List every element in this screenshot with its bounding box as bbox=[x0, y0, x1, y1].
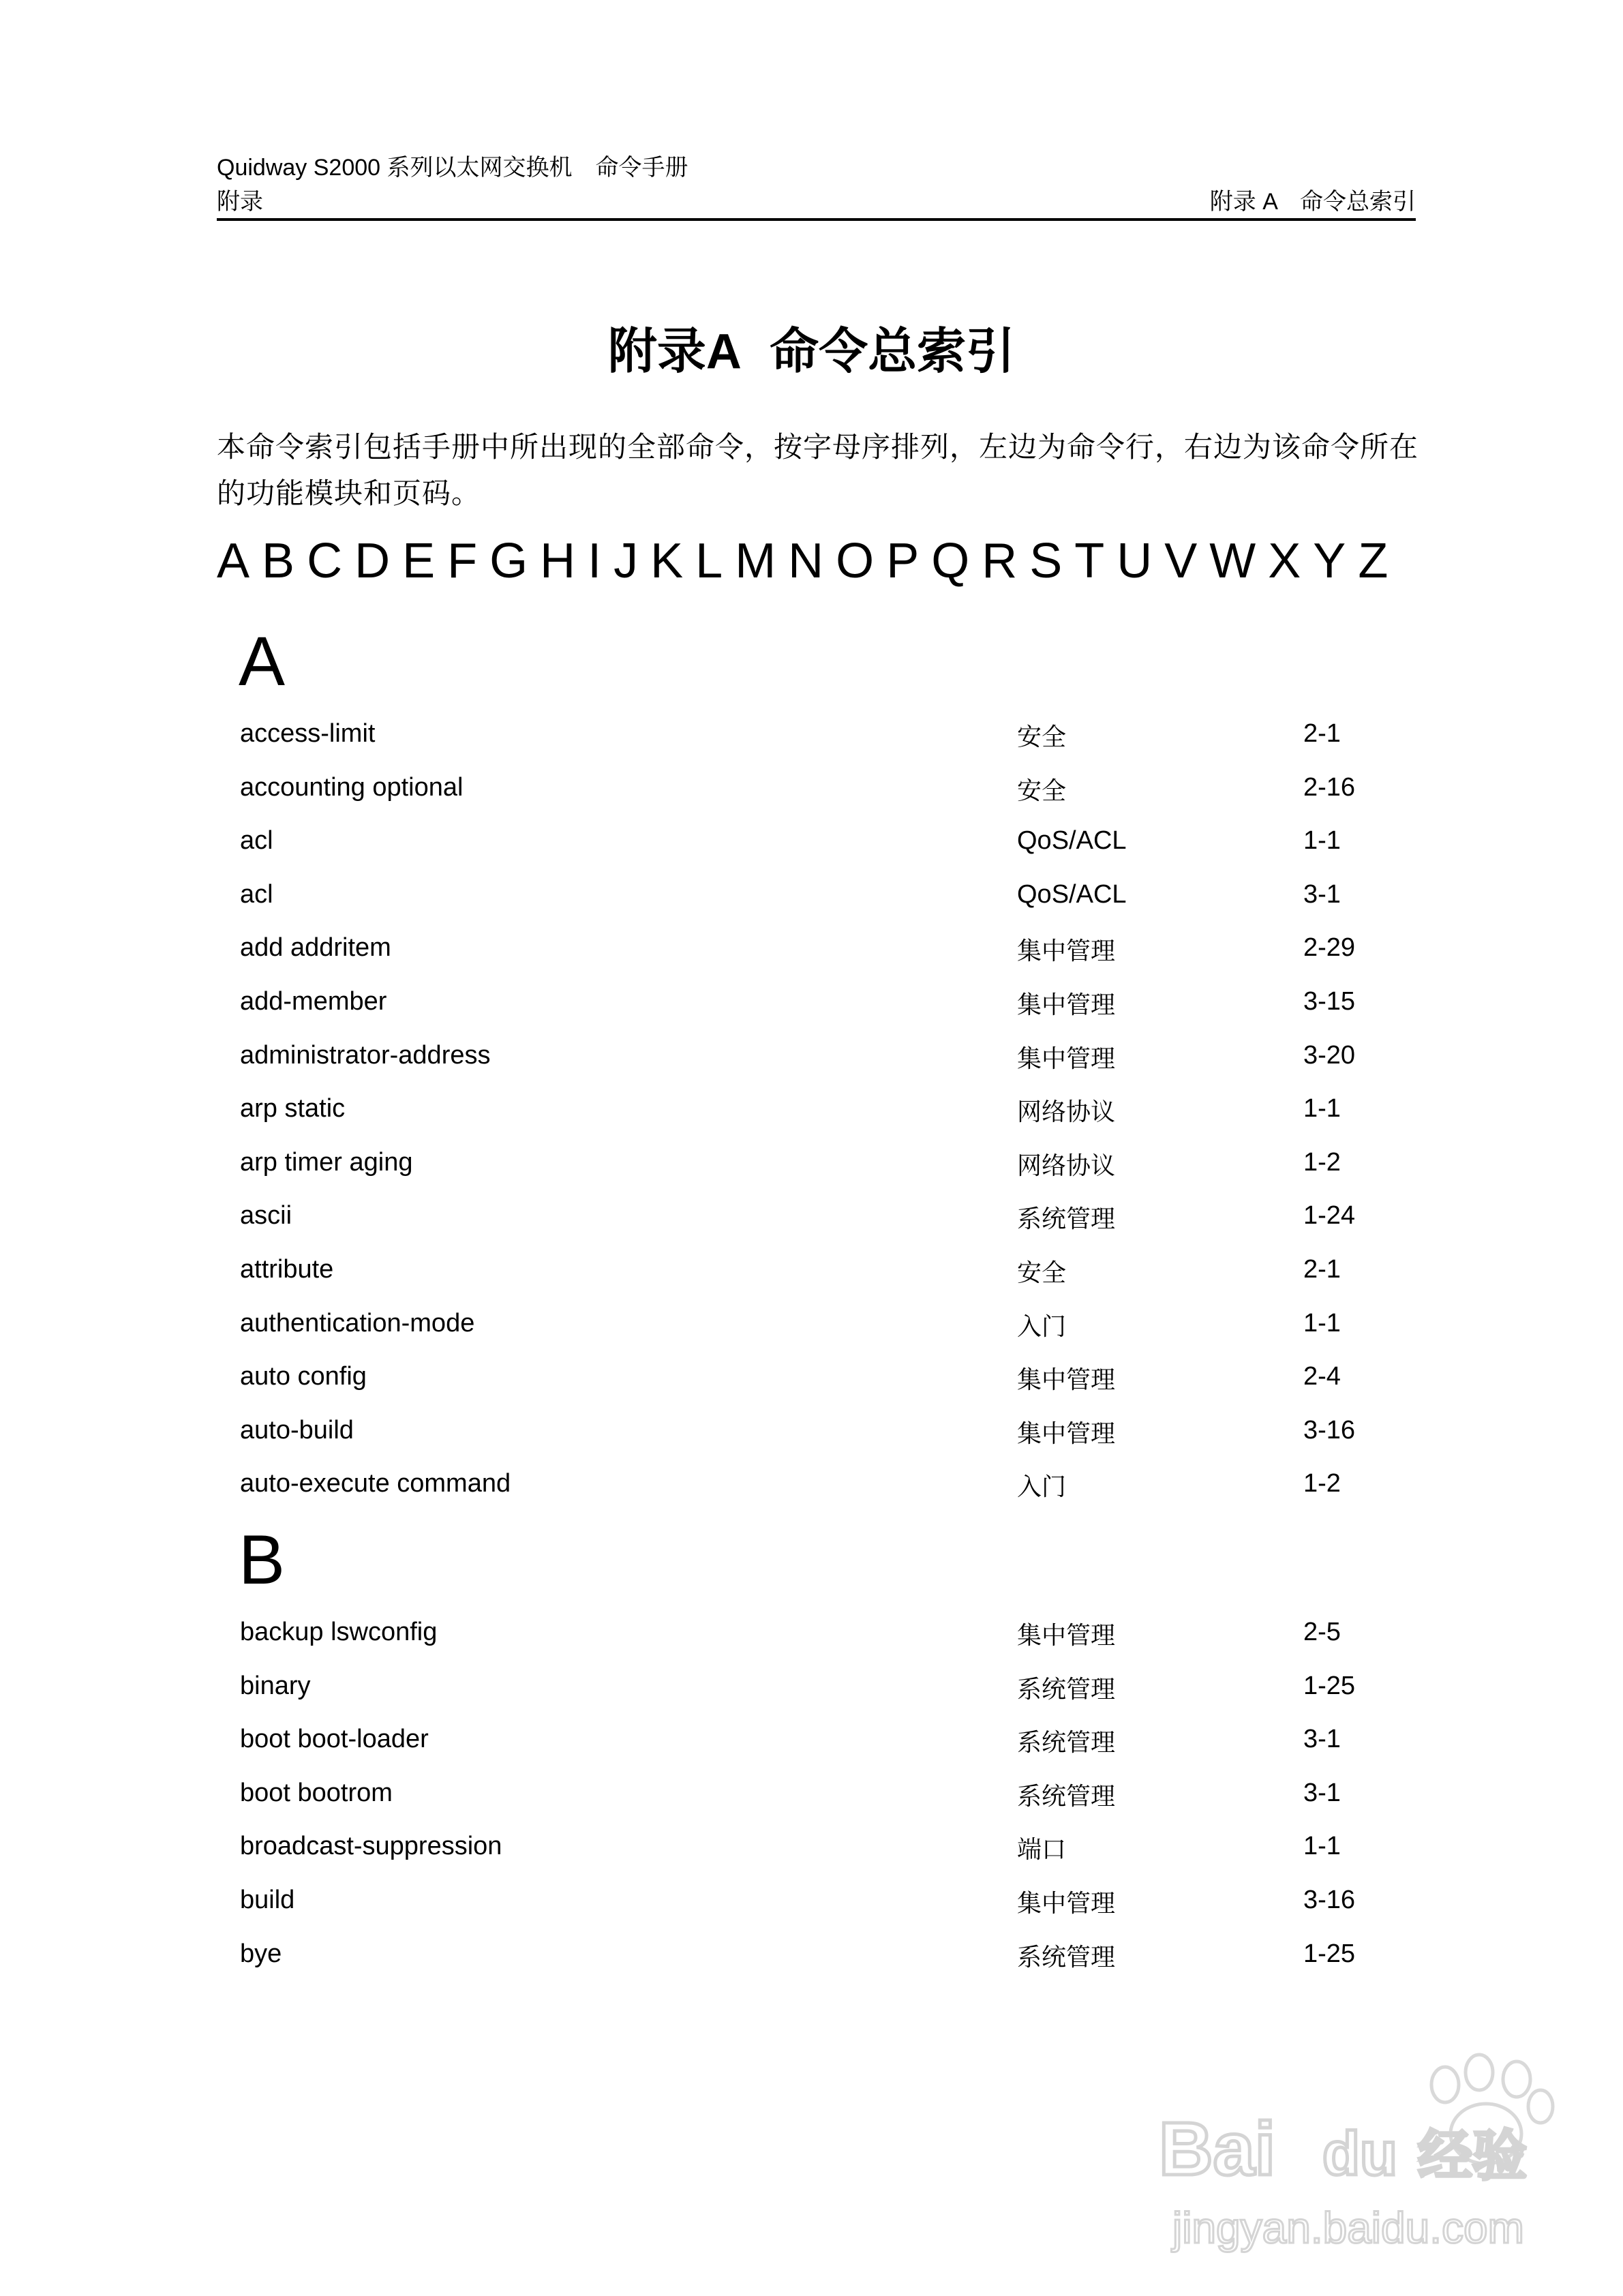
module-name: 集中管理 bbox=[1017, 1420, 1116, 1448]
command-name: auto config bbox=[240, 1362, 367, 1391]
alphabet-index bbox=[217, 530, 1444, 592]
index-row bbox=[0, 1879, 1623, 1920]
header-rule bbox=[217, 218, 1416, 221]
command-name: boot boot-loader bbox=[240, 1725, 429, 1753]
index-row bbox=[0, 874, 1623, 915]
page-number: 2-5 bbox=[1303, 1618, 1341, 1646]
command-name: boot bootrom bbox=[240, 1779, 393, 1807]
command-name: access-limit bbox=[240, 719, 376, 748]
header-manual-title: 系列以太网交换机 命令手册 bbox=[386, 154, 688, 181]
command-name: accounting optional bbox=[240, 773, 464, 802]
watermark-brand: Bai bbox=[1159, 2107, 1276, 2191]
command-name: arp timer aging bbox=[240, 1148, 413, 1177]
alphabet-letter: S bbox=[1029, 534, 1063, 588]
paw-toe-icon bbox=[1503, 2061, 1530, 2097]
page-number: 1-1 bbox=[1303, 1094, 1341, 1123]
index-row bbox=[0, 1665, 1623, 1706]
module-name: 集中管理 bbox=[1017, 1622, 1116, 1650]
module-name: 集中管理 bbox=[1017, 1045, 1116, 1073]
alphabet-letter: I bbox=[588, 534, 602, 588]
index-row bbox=[0, 767, 1623, 808]
command-name: auto-execute command bbox=[240, 1469, 511, 1498]
command-name: build bbox=[240, 1886, 295, 1914]
command-name: binary bbox=[240, 1672, 311, 1700]
module-name: 网络协议 bbox=[1017, 1152, 1116, 1180]
page-title-rest: 命令总索引 bbox=[770, 322, 1016, 380]
alphabet-letter: W bbox=[1209, 534, 1256, 588]
module-name: QoS/ACL bbox=[1017, 826, 1127, 855]
module-name: 系统管理 bbox=[1017, 1205, 1116, 1233]
page-number: 1-2 bbox=[1303, 1148, 1341, 1177]
header-left-sub: 附录 bbox=[217, 189, 263, 215]
page-number: 3-16 bbox=[1303, 1416, 1356, 1445]
module-name: 集中管理 bbox=[1017, 1366, 1116, 1394]
alphabet-letter: Y bbox=[1313, 534, 1346, 588]
command-name: attribute bbox=[240, 1255, 334, 1284]
module-name: QoS/ACL bbox=[1017, 880, 1127, 909]
command-name: bye bbox=[240, 1939, 282, 1968]
command-name: authentication-mode bbox=[240, 1309, 475, 1338]
command-name: add-member bbox=[240, 987, 387, 1016]
alphabet-letter: G bbox=[489, 534, 528, 588]
alphabet-letter: F bbox=[447, 534, 478, 588]
index-row bbox=[0, 1249, 1623, 1290]
index-row bbox=[0, 820, 1623, 861]
page-number: 2-1 bbox=[1303, 719, 1341, 748]
index-row bbox=[0, 713, 1623, 754]
alphabet-letter: A bbox=[217, 534, 250, 588]
module-name: 系统管理 bbox=[1017, 1729, 1116, 1757]
module-name: 网络协议 bbox=[1017, 1098, 1116, 1126]
page-number: 2-29 bbox=[1303, 933, 1356, 962]
page-number: 3-1 bbox=[1303, 880, 1341, 909]
watermark-url: jingyan.baidu.com bbox=[1172, 2203, 1524, 2252]
page-number: 1-1 bbox=[1303, 1832, 1341, 1860]
alphabet-letter: M bbox=[735, 534, 776, 588]
intro-paragraph: 本命令索引包括手册中所出现的全部命令，按字母序排列，左边为命令行，右边为该命令所在的功能模块和页码。 bbox=[217, 430, 1419, 510]
index-row bbox=[0, 1772, 1623, 1813]
page-title bbox=[0, 320, 1623, 382]
module-name: 集中管理 bbox=[1017, 937, 1116, 965]
index-row bbox=[0, 1356, 1623, 1397]
index-row bbox=[0, 1035, 1623, 1076]
alphabet-letter: U bbox=[1117, 534, 1153, 588]
module-name: 安全 bbox=[1017, 723, 1067, 751]
command-name: acl bbox=[240, 826, 273, 855]
page-number: 2-16 bbox=[1303, 773, 1356, 802]
index-row bbox=[0, 1719, 1623, 1759]
index-row bbox=[0, 1933, 1623, 1974]
alphabet-letter: T bbox=[1074, 534, 1105, 588]
index-row bbox=[0, 1303, 1623, 1344]
command-name: broadcast-suppression bbox=[240, 1832, 502, 1860]
index-row bbox=[0, 1142, 1623, 1183]
module-name: 集中管理 bbox=[1017, 1890, 1116, 1918]
alphabet-letter: P bbox=[886, 534, 920, 588]
module-name: 端口 bbox=[1017, 1836, 1067, 1864]
command-name: arp static bbox=[240, 1094, 346, 1123]
section-letter-a: A bbox=[239, 622, 286, 700]
index-row bbox=[0, 1463, 1623, 1504]
alphabet-letter: H bbox=[540, 534, 576, 588]
page-number: 1-25 bbox=[1303, 1939, 1356, 1968]
page-number: 3-1 bbox=[1303, 1725, 1341, 1753]
module-name: 入门 bbox=[1017, 1313, 1067, 1341]
alphabet-letter: K bbox=[650, 534, 684, 588]
alphabet-letter: C bbox=[307, 534, 343, 588]
command-name: add addritem bbox=[240, 933, 391, 962]
alphabet-letter: Q bbox=[931, 534, 970, 588]
alphabet-letter: O bbox=[836, 534, 875, 588]
page-number: 2-4 bbox=[1303, 1362, 1341, 1391]
page-title-letter: A bbox=[706, 324, 740, 379]
command-name: administrator-address bbox=[240, 1041, 491, 1070]
page-title-prefix: 附录 bbox=[607, 322, 706, 380]
module-name: 系统管理 bbox=[1017, 1676, 1116, 1704]
index-row bbox=[0, 1826, 1623, 1867]
command-name: acl bbox=[240, 880, 273, 909]
module-name: 系统管理 bbox=[1017, 1783, 1116, 1811]
alphabet-letter: V bbox=[1164, 534, 1198, 588]
module-name: 入门 bbox=[1017, 1473, 1067, 1501]
index-row bbox=[0, 1088, 1623, 1129]
page-number: 1-1 bbox=[1303, 826, 1341, 855]
index-row bbox=[0, 927, 1623, 968]
header-product-title bbox=[217, 154, 688, 181]
watermark-jingyan: 经验 bbox=[1418, 2124, 1527, 2188]
alphabet-letter: E bbox=[402, 534, 436, 588]
page-number: 3-20 bbox=[1303, 1041, 1356, 1070]
alphabet-letter: N bbox=[788, 534, 824, 588]
page-number: 1-25 bbox=[1303, 1672, 1356, 1700]
paw-toe-icon bbox=[1528, 2090, 1553, 2123]
command-name: ascii bbox=[240, 1201, 292, 1230]
alphabet-letter: Z bbox=[1358, 534, 1389, 588]
command-name: auto-build bbox=[240, 1416, 354, 1445]
alphabet-letter: X bbox=[1268, 534, 1301, 588]
baidu-jingyan-watermark bbox=[1145, 2052, 1568, 2270]
alphabet-letter: L bbox=[695, 534, 723, 588]
module-name: 集中管理 bbox=[1017, 991, 1116, 1019]
page-number: 3-16 bbox=[1303, 1886, 1356, 1914]
page-number: 1-24 bbox=[1303, 1201, 1356, 1230]
module-name: 安全 bbox=[1017, 1259, 1067, 1287]
module-name: 系统管理 bbox=[1017, 1944, 1116, 1972]
alphabet-letter: J bbox=[613, 534, 639, 588]
header-product: Quidway S2000 bbox=[217, 155, 381, 181]
paw-toe-icon bbox=[1431, 2067, 1459, 2102]
index-row bbox=[0, 1612, 1623, 1652]
watermark-brand-du: du bbox=[1322, 2120, 1397, 2188]
page-number: 1-1 bbox=[1303, 1309, 1341, 1338]
module-name: 安全 bbox=[1017, 777, 1067, 805]
page-number: 3-15 bbox=[1303, 987, 1356, 1016]
alphabet-letter: D bbox=[354, 534, 391, 588]
page-number: 1-2 bbox=[1303, 1469, 1341, 1498]
alphabet-letter: B bbox=[262, 534, 295, 588]
index-row bbox=[0, 1410, 1623, 1451]
alphabet-letter: R bbox=[982, 534, 1018, 588]
page-number: 3-1 bbox=[1303, 1779, 1341, 1807]
command-name: backup lswconfig bbox=[240, 1618, 438, 1646]
index-row bbox=[0, 981, 1623, 1022]
header-right-section: 附录 A 命令总索引 bbox=[1209, 189, 1416, 215]
index-row bbox=[0, 1195, 1623, 1236]
section-letter-b: B bbox=[239, 1521, 286, 1599]
page-number: 2-1 bbox=[1303, 1255, 1341, 1284]
paw-toe-icon bbox=[1466, 2055, 1493, 2090]
